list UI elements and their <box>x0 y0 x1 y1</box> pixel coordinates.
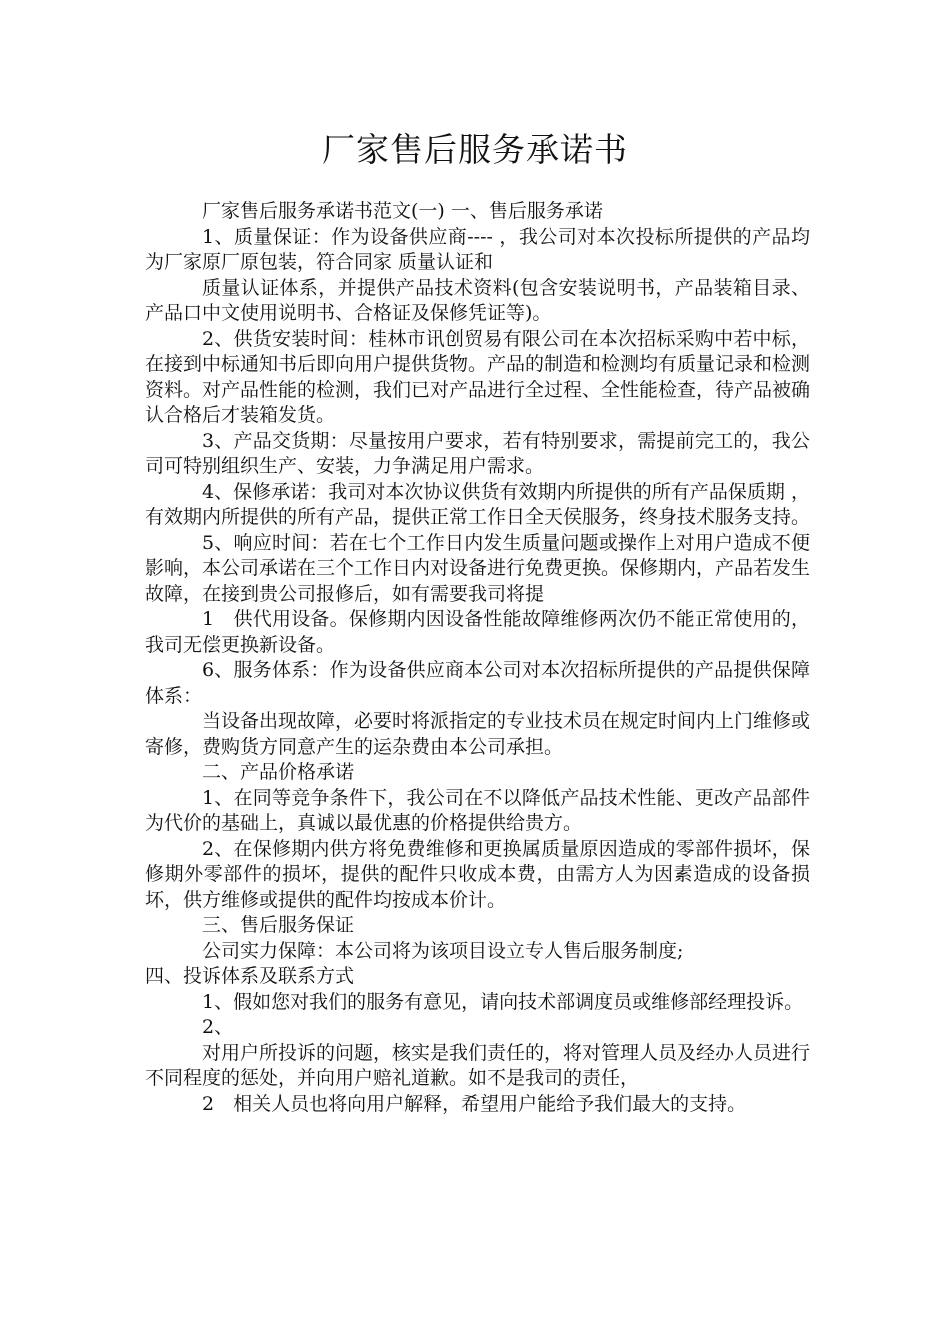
paragraph-quality-system: 质量认证体系，并提供产品技术资料(包含安装说明书，产品装箱目录、产品口中文使用说明书、合格证及保修凭证等)。 <box>145 276 810 324</box>
paragraph-repair: 当设备出现故障，必要时将派指定的专业技术员在规定时间内上门维修或寄修，费购货方同意产生的运杂费由本公司承担。 <box>145 710 811 758</box>
paragraph-price-2: 2、在保修期内供方将免费维修和更换属质量原因造成的零部件损坏，保修期外零部件的损坏，提供的配件只收成本费，由需方人为因素造成的设备损坏，供方维修或提供的配件均按成本价计。 <box>145 837 810 911</box>
paragraph-replacement: 1 供代用设备。保修期内因设备性能故障维修两次仍不能正常使用的，我司无偿更换新设备。 <box>145 608 810 656</box>
paragraph-company-strength: 公司实力保障：本公司将为该项目设立专人售后服务制度; <box>202 939 684 962</box>
paragraph-price-1: 1、在同等竞争条件下，我公司在不以降低产品技术性能、更改产品部件为代价的基础上，真诚以最优惠的价格提供给贵方。 <box>145 786 810 834</box>
paragraph-intro: 厂家售后服务承诺书范文(一) 一、售后服务承诺 <box>202 200 603 222</box>
paragraph-response-time: 5、响应时间：若在七个工作日内发生质量问题或操作上对用户造成不便影响，本公司承诺在三个工作日内对设备进行免费更换。保修期内，产品若发生故障，在接到贵公司报修后，如有需要我司将提 <box>145 531 811 605</box>
heading-price-commitment: 二、产品价格承诺 <box>202 761 355 783</box>
heading-service-guarantee: 三、售后服务保证 <box>202 914 355 936</box>
paragraph-complaint-handling: 对用户所投诉的问题，核实是我们责任的，将对管理人员及经办人员进行不同程度的惩处，并向用户赔礼道歉。如不是我司的责任， <box>145 1041 811 1089</box>
paragraph-complaint-1: 1、假如您对我们的服务有意见，请向技术部调度员或维修部经理投诉。 <box>202 990 804 1013</box>
paragraph-delivery-time: 3、产品交货期：尽量按用户要求，若有特别要求，需提前完工的，我公司可特别组织生产、安装，力争满足用户需求。 <box>145 429 810 477</box>
document-body <box>145 199 810 1117</box>
paragraph-delivery-install: 2、供货安装时间：桂林市讯创贸易有限公司在本次招标采购中若中标，在接到中标通知书后即向用户提供货物。产品的制造和检测均有质量记录和检测资料。对产品性能的检测，我们已对产品进行全过程、全性能检查，待产品被确认合格后才装箱发货。 <box>145 327 811 426</box>
document-title: 厂家售后服务承诺书 <box>322 130 628 169</box>
paragraph-warranty: 4、保修承诺：我司对本次协议供货有效期内所提供的所有产品保质期 ，有效期内所提供的所有产品，提供正常工作日全天侯服务，终身技术服务支持。 <box>145 480 811 528</box>
paragraph-complaint-2-number: 2、 <box>202 1016 234 1038</box>
paragraph-explanation: 2 相关人员也将向用户解释，希望用户能给予我们最大的支持。 <box>202 1092 747 1115</box>
paragraph-quality: 1、质量保证：作为设备供应商---- ，我公司对本次投标所提供的产品均为厂家原厂原包装，符合同家 质量认证和 <box>145 225 810 273</box>
paragraph-service-system: 6、服务体系：作为设备供应商本公司对本次招标所提供的产品提供保障体系： <box>145 659 810 707</box>
heading-complaints: 四、投诉体系及联系方式 <box>145 965 355 987</box>
